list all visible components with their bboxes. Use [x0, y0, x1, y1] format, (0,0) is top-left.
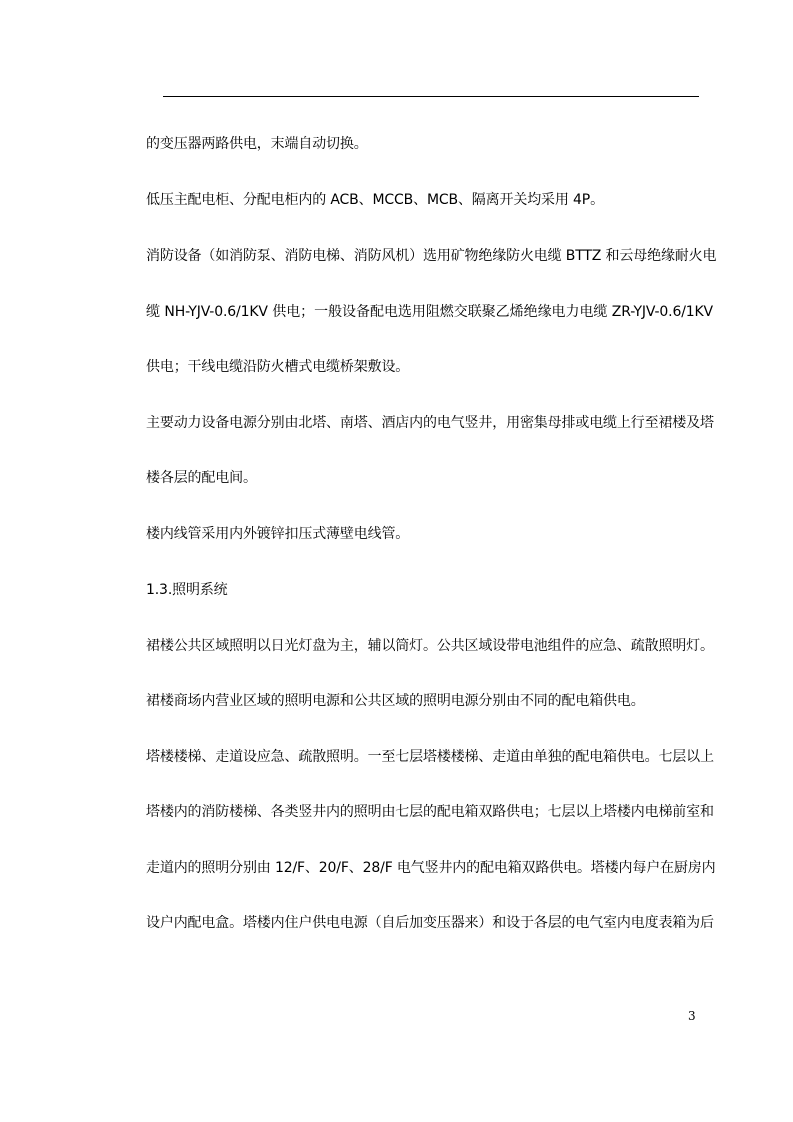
body-line: 的变压器两路供电，末端自动切换。 — [146, 136, 368, 152]
body-line: 走道内的照明分别由 12/F、20/F、28/F 电气竖井内的配电箱双路供电。塔楼内每户在厨房内 — [146, 860, 716, 876]
body-line: 裙楼商场内营业区域的照明电源和公共区域的照明电源分别由不同的配电箱供电。 — [146, 693, 645, 709]
body-line: 楼内线管采用内外镀锌扣压式薄壁电线管。 — [146, 526, 410, 542]
body-line: 裙楼公共区域照明以日光灯盘为主，辅以筒灯。公共区域设带电池组件的应急、疏散照明灯。 — [146, 638, 714, 654]
body-line: 塔楼楼梯、走道设应急、疏散照明。一至七层塔楼楼梯、走道由单独的配电箱供电。七层以上 — [146, 749, 714, 765]
header-rule — [163, 96, 699, 97]
body-line: 设户内配电盒。塔楼内住户供电电源（自后加变压器来）和设于各层的电气室内电度表箱为后 — [146, 915, 714, 931]
section-heading: 1.3.照明系统 — [146, 582, 228, 598]
body-line: 塔楼内的消防楼梯、各类竖井内的照明由七层的配电箱双路供电；七层以上塔楼内电梯前室和 — [146, 804, 714, 820]
page-number: 3 — [688, 1009, 696, 1023]
body-line: 缆 NH-YJV-0.6/1KV 供电；一般设备配电选用阻燃交联聚乙烯绝缘电力电缆 ZR-YJV-0.6/1KV — [146, 304, 713, 320]
body-line: 主要动力设备电源分别由北塔、南塔、酒店内的电气竖井，用密集母排或电缆上行至裙楼及塔 — [146, 415, 714, 431]
body-line: 消防设备（如消防泵、消防电梯、消防风机）选用矿物绝缘防火电缆 BTTZ 和云母绝缘耐火电 — [146, 248, 717, 264]
body-line: 楼各层的配电间。 — [146, 470, 257, 486]
body-line: 供电；干线电缆沿防火槽式电缆桥架敷设。 — [146, 359, 410, 375]
body-line: 低压主配电柜、分配电柜内的 ACB、MCCB、MCB、隔离开关均采用 4P。 — [146, 192, 604, 208]
